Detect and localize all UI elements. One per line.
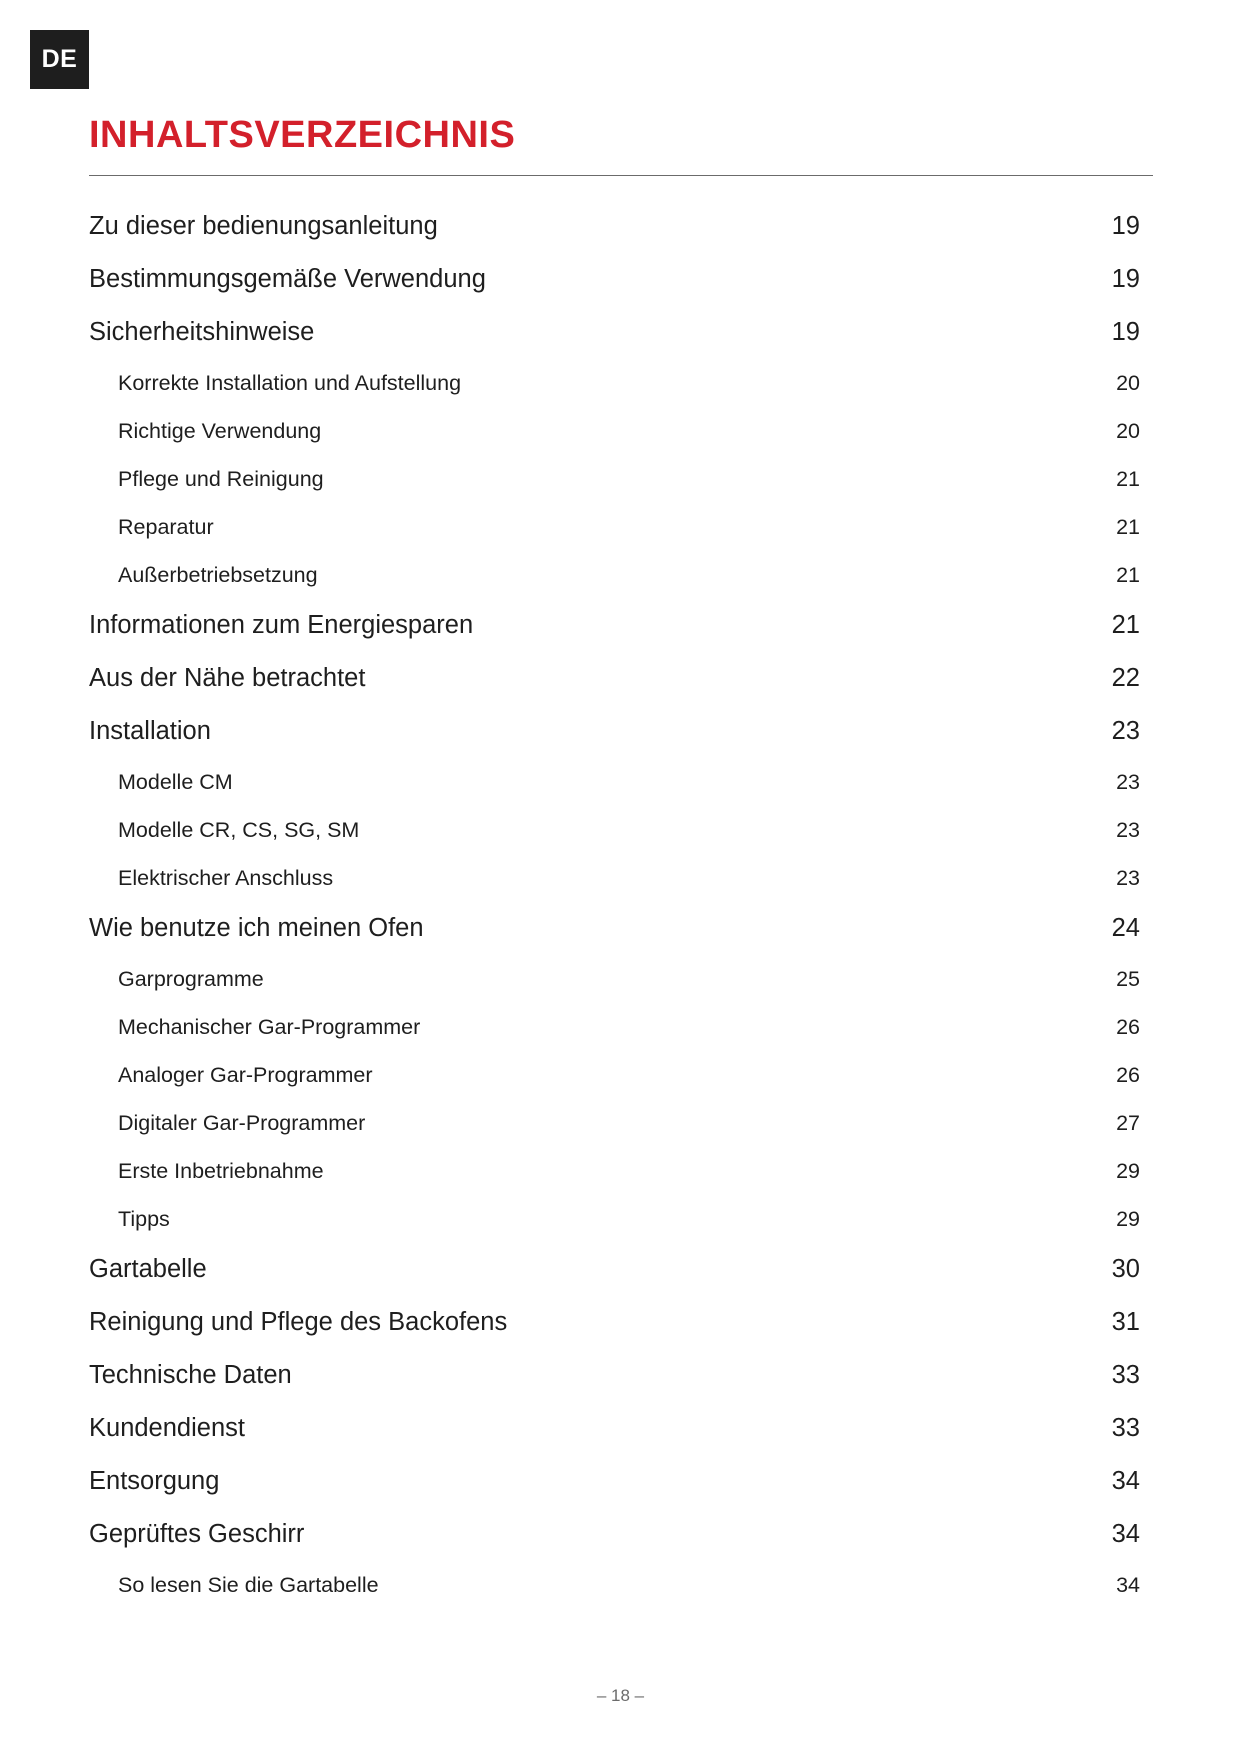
- toc-entry-label: So lesen Sie die Gartabelle: [118, 1572, 379, 1597]
- toc-entry-label: Pflege und Reinigung: [118, 466, 324, 491]
- toc-entry-page: 20: [1116, 370, 1140, 395]
- toc-subentry[interactable]: [89, 1561, 1140, 1609]
- toc-entry-label: Reparatur: [118, 514, 214, 539]
- toc-subentry[interactable]: [89, 503, 1140, 551]
- toc-entry-page: 23: [1116, 769, 1140, 794]
- toc-entry-label: Digitaler Gar-Programmer: [118, 1110, 366, 1135]
- page-title: INHALTSVERZEICHNIS: [89, 114, 516, 156]
- toc-entry-page: 21: [1116, 466, 1140, 491]
- toc-entry[interactable]: [89, 705, 1140, 758]
- toc-entry-page: 33: [1111, 1414, 1140, 1442]
- toc-subentry[interactable]: [89, 1099, 1140, 1147]
- toc-entry-page: 20: [1116, 418, 1140, 443]
- toc-entry-page: 27: [1116, 1110, 1140, 1135]
- toc-entry-page: 26: [1116, 1014, 1140, 1039]
- toc-entry-label: Technische Daten: [89, 1361, 292, 1389]
- toc-entry-label: Tipps: [118, 1206, 170, 1231]
- toc-entry[interactable]: [89, 306, 1140, 359]
- table-of-contents: [89, 200, 1140, 1609]
- toc-entry-label: Bestimmungsgemäße Verwendung: [89, 265, 486, 293]
- toc-entry[interactable]: [89, 1349, 1140, 1402]
- toc-entry-page: 34: [1111, 1467, 1140, 1495]
- toc-entry-page: 29: [1116, 1158, 1140, 1183]
- toc-entry-label: Reinigung und Pflege des Backofens: [89, 1308, 508, 1336]
- toc-entry[interactable]: [89, 253, 1140, 306]
- toc-entry-label: Gartabelle: [89, 1255, 207, 1283]
- toc-entry[interactable]: [89, 1455, 1140, 1508]
- toc-entry-page: 21: [1111, 611, 1140, 639]
- toc-subentry[interactable]: [89, 1195, 1140, 1243]
- toc-entry-page: 33: [1111, 1361, 1140, 1389]
- toc-entry[interactable]: [89, 1402, 1140, 1455]
- toc-subentry[interactable]: [89, 758, 1140, 806]
- toc-entry-page: 19: [1111, 212, 1140, 240]
- toc-entry[interactable]: [89, 1296, 1140, 1349]
- toc-entry-label: Modelle CM: [118, 769, 233, 794]
- page-number: – 18 –: [596, 1686, 645, 1705]
- toc-entry-label: Zu dieser bedienungsanleitung: [89, 212, 438, 240]
- toc-entry-page: 24: [1111, 914, 1140, 942]
- toc-entry[interactable]: [89, 599, 1140, 652]
- toc-entry-label: Entsorgung: [89, 1467, 220, 1495]
- toc-entry-label: Sicherheitshinweise: [89, 318, 315, 346]
- toc-entry-label: Mechanischer Gar-Programmer: [118, 1014, 421, 1039]
- toc-subentry[interactable]: [89, 1003, 1140, 1051]
- language-tag: DE: [30, 30, 89, 89]
- toc-entry-label: Aus der Nähe betrachtet: [89, 664, 366, 692]
- toc-entry-label: Richtige Verwendung: [118, 418, 322, 443]
- toc-entry-page: 21: [1116, 514, 1140, 539]
- toc-entry-label: Garprogramme: [118, 966, 264, 991]
- toc-entry-page: 19: [1111, 265, 1140, 293]
- toc-entry-label: Modelle CR, CS, SG, SM: [118, 817, 360, 842]
- toc-subentry[interactable]: [89, 1051, 1140, 1099]
- toc-subentry[interactable]: [89, 455, 1140, 503]
- toc-subentry[interactable]: [89, 806, 1140, 854]
- toc-entry[interactable]: [89, 652, 1140, 705]
- title-divider: [89, 175, 1153, 176]
- toc-entry[interactable]: [89, 200, 1140, 253]
- toc-subentry[interactable]: [89, 407, 1140, 455]
- toc-entry-label: Kundendienst: [89, 1414, 245, 1442]
- toc-entry-page: 23: [1116, 865, 1140, 890]
- toc-entry-page: 23: [1116, 817, 1140, 842]
- toc-entry-label: Elektrischer Anschluss: [118, 865, 334, 890]
- toc-entry-page: 30: [1111, 1255, 1140, 1283]
- toc-entry-page: 31: [1111, 1308, 1140, 1336]
- toc-entry-label: Wie benutze ich meinen Ofen: [89, 914, 424, 942]
- toc-subentry[interactable]: [89, 359, 1140, 407]
- toc-subentry[interactable]: [89, 551, 1140, 599]
- toc-entry-page: 19: [1111, 318, 1140, 346]
- toc-entry-label: Korrekte Installation und Aufstellung: [118, 370, 462, 395]
- toc-subentry[interactable]: [89, 955, 1140, 1003]
- toc-entry-label: Geprüftes Geschirr: [89, 1520, 305, 1548]
- toc-entry-label: Installation: [89, 717, 211, 745]
- toc-entry-page: 34: [1116, 1572, 1140, 1597]
- toc-entry[interactable]: [89, 1508, 1140, 1561]
- toc-entry-page: 25: [1116, 966, 1140, 991]
- toc-entry-label: Analoger Gar-Programmer: [118, 1062, 373, 1087]
- toc-entry[interactable]: [89, 902, 1140, 955]
- toc-entry-page: 34: [1111, 1520, 1140, 1548]
- toc-entry-page: 21: [1116, 562, 1140, 587]
- toc-entry-label: Erste Inbetriebnahme: [118, 1158, 324, 1183]
- toc-entry[interactable]: [89, 1243, 1140, 1296]
- toc-entry-page: 22: [1111, 664, 1140, 692]
- toc-entry-page: 23: [1111, 717, 1140, 745]
- toc-entry-label: Informationen zum Energiesparen: [89, 611, 474, 639]
- toc-entry-page: 26: [1116, 1062, 1140, 1087]
- toc-subentry[interactable]: [89, 854, 1140, 902]
- toc-subentry[interactable]: [89, 1147, 1140, 1195]
- toc-entry-page: 29: [1116, 1206, 1140, 1231]
- toc-entry-label: Außerbetriebsetzung: [118, 562, 318, 587]
